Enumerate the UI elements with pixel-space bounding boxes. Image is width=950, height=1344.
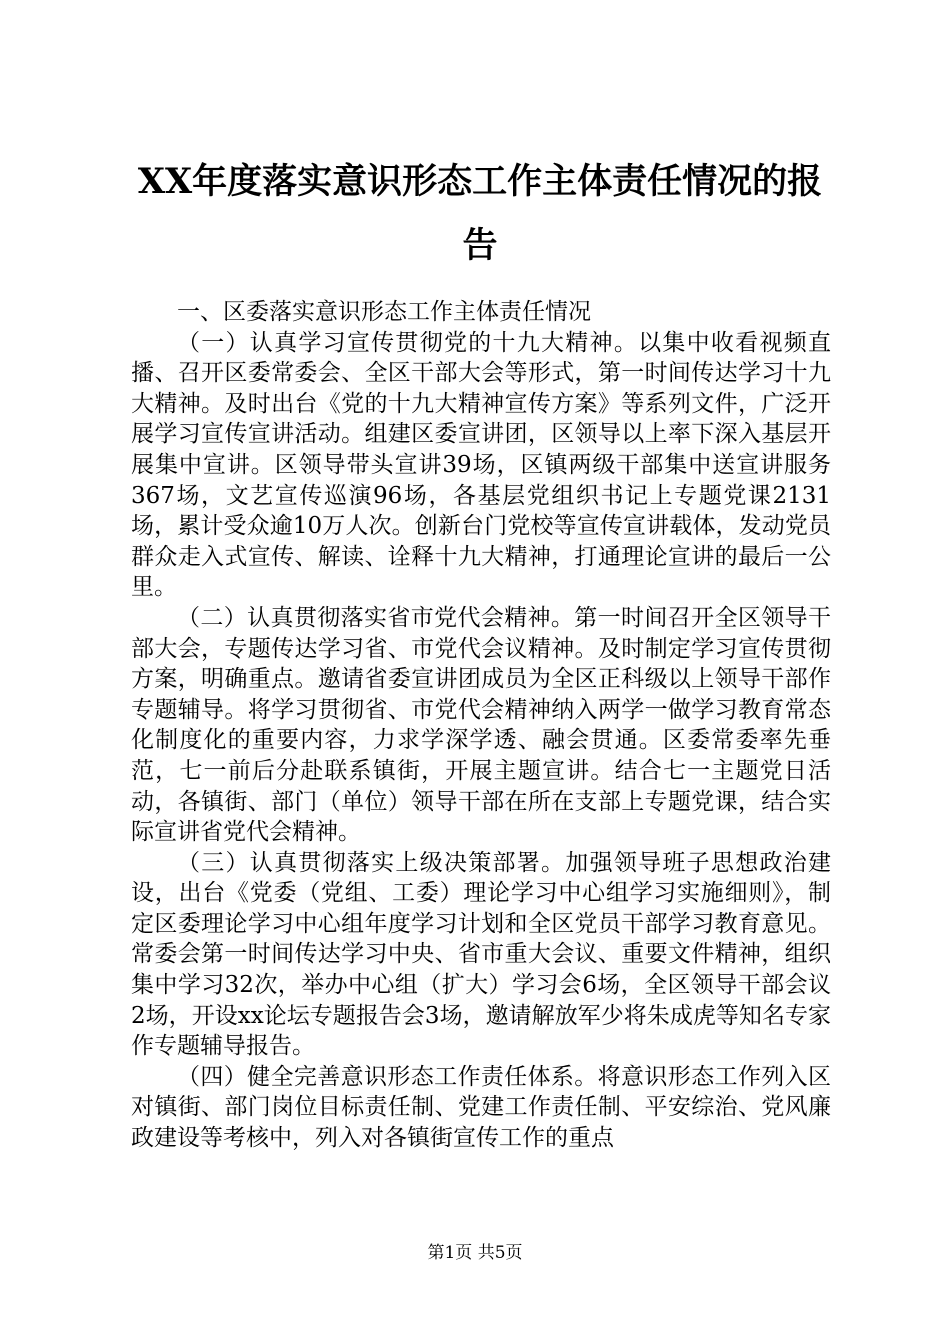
paragraph-4: （四）健全完善意识形态工作责任体系。将意识形态工作列入区对镇街、部门岗位目标责任制、党建工作责任制、平安综治、党风廉政建设等考核中，列入对各镇街宣传工作的重点 [131, 1063, 831, 1152]
section-heading: 一、区委落实意识形态工作主体责任情况 [177, 299, 591, 325]
paragraph-1: （一）认真学习宣传贯彻党的十九大精神。以集中收看视频直播、召开区委常委会、全区干部大会等形式，第一时间传达学习十九大精神。及时出台《党的十九大精神宣传方案》等系列文件，广泛开展学习宣传宣讲活动。组建区委宣讲团，区领导以上率下深入基层开展集中宣讲。区领导带头宣讲39场，区镇两级干部集中送宣讲服务367场，文艺宣传巡演96场，各基层党组织书记上专题党课2131场，累计受众逾10万人次。创新台门党校等宣传宣讲载体，发动党员群众走入式宣传、解读、诠释十九大精神，打通理论宣讲的最后一公里。 [131, 329, 831, 601]
document-body [131, 297, 831, 1154]
document-title: XX年度落实意识形态工作主体责任情况的报告 [137, 161, 823, 266]
page-footer: 第1页 共5页 [427, 1243, 523, 1263]
paragraph-2: （二）认真贯彻落实省市党代会精神。第一时间召开全区领导干部大会，专题传达学习省、市党代会议精神。及时制定学习宣传贯彻方案，明确重点。邀请省委宣讲团成员为全区正科级以上领导干部作专题辅导。将学习贯彻省、市党代会精神纳入两学一做学习教育常态化制度化的重要内容，力求学深学透、融会贯通。区委常委率先垂范，七一前后分赴联系镇街，开展主题宣讲。结合七一主题党日活动，各镇街、部门（单位）领导干部在所在支部上专题党课，结合实际宣讲省党代会精神。 [131, 604, 831, 846]
paragraph-3: （三）认真贯彻落实上级决策部署。加强领导班子思想政治建设，出台《党委（党组、工委）理论学习中心组学习实施细则》，制定区委理论学习中心组年度学习计划和全区党员干部学习教育意见。常委会第一时间传达学习中央、省市重大会议、重要文件精神，组织集中学习32次，举办中心组（扩大）学习会6场，全区领导干部会议2场，开设xx论坛专题报告会3场，邀请解放军少将朱成虎等知名专家作专题辅导报告。 [131, 849, 831, 1060]
